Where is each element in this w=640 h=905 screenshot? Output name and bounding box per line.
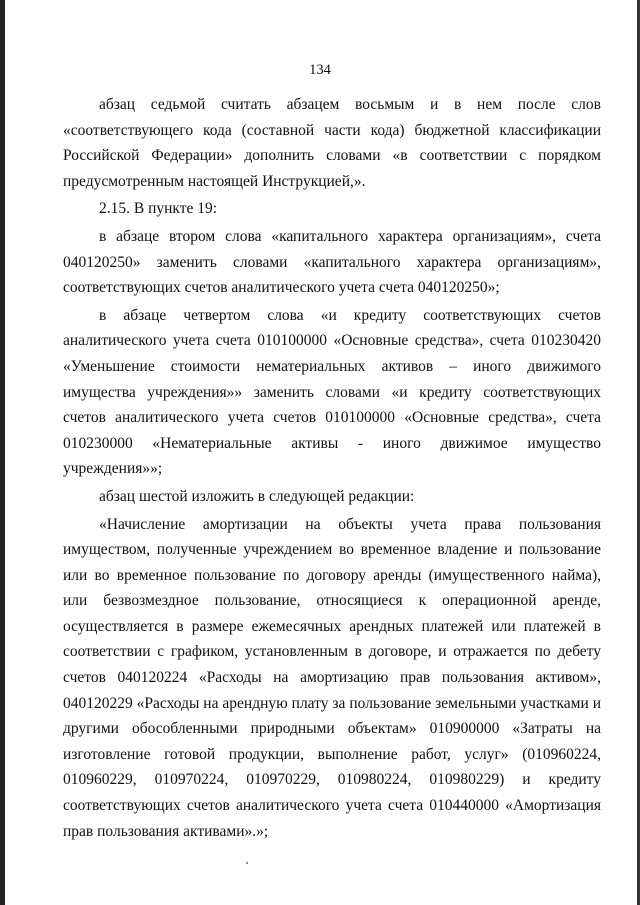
scan-edge-left bbox=[0, 0, 5, 905]
scan-speck bbox=[246, 862, 248, 864]
paragraph-2: 2.15. В пункте 19: bbox=[99, 200, 218, 218]
paragraph-3: в абзаце втором слова «капитального характера организациям», счета 040120250» заменить словами «капитального характера организациям», соответствующих счетов аналитического учета счета 040120250»; bbox=[63, 227, 601, 297]
paragraph-6: «Начисление амортизации на объекты учета права пользования имуществом, полученные учреждением во временное владение и пользование или во временное пользование по договору аренды (имущественного найма), или безвозмездное пользование, относящиеся к операционной аренде, осуществляется в размере ежемесячных арендных платежей или платежей в соответствии с графиком, установленным в договоре, и отражается по дебету счетов 040120224 «Расходы на амортизацию прав пользования активом», 040120229 «Расходы на арендную плату за пользование земельными участками и другими обособленными природными объектам» 010900000 «Затраты на изготовление готовой продукции, выполнение работ, услуг» (010960224, 010960229, 010970224, 010970229, 010980224, 010980229) и кредиту соответствующих счетов аналитического учета счета 010440000 «Амортизация прав пользования активами».»; bbox=[63, 515, 601, 840]
page-number: 134 bbox=[309, 62, 331, 78]
paragraph-5: абзац шестой изложить в следующей редакции: bbox=[99, 487, 415, 505]
document-body bbox=[63, 92, 601, 844]
paragraph-4: в абзаце четвертом слова «и кредиту соответствующих счетов аналитического учета счета 010100000 «Основные средства», счета 010230420 «Уменьшение стоимости нематериальных активов – иного движимого имущества учреждения»» заменить словами «и кредиту соответствующих счетов аналитического учета счетов 010100000 «Основные средства», счета 010230000 «Нематериальные активы - иного движимое имущество учреждения»»; bbox=[63, 306, 601, 478]
paragraph-1: абзац седьмой считать абзацем восьмым и в нем после слов «соответствующего кода (составной части кода) бюджетной классификации Российской Федерации» дополнить словами «в соответствии с порядком предусмотренным настоящей Инструкцией,». bbox=[63, 96, 601, 190]
